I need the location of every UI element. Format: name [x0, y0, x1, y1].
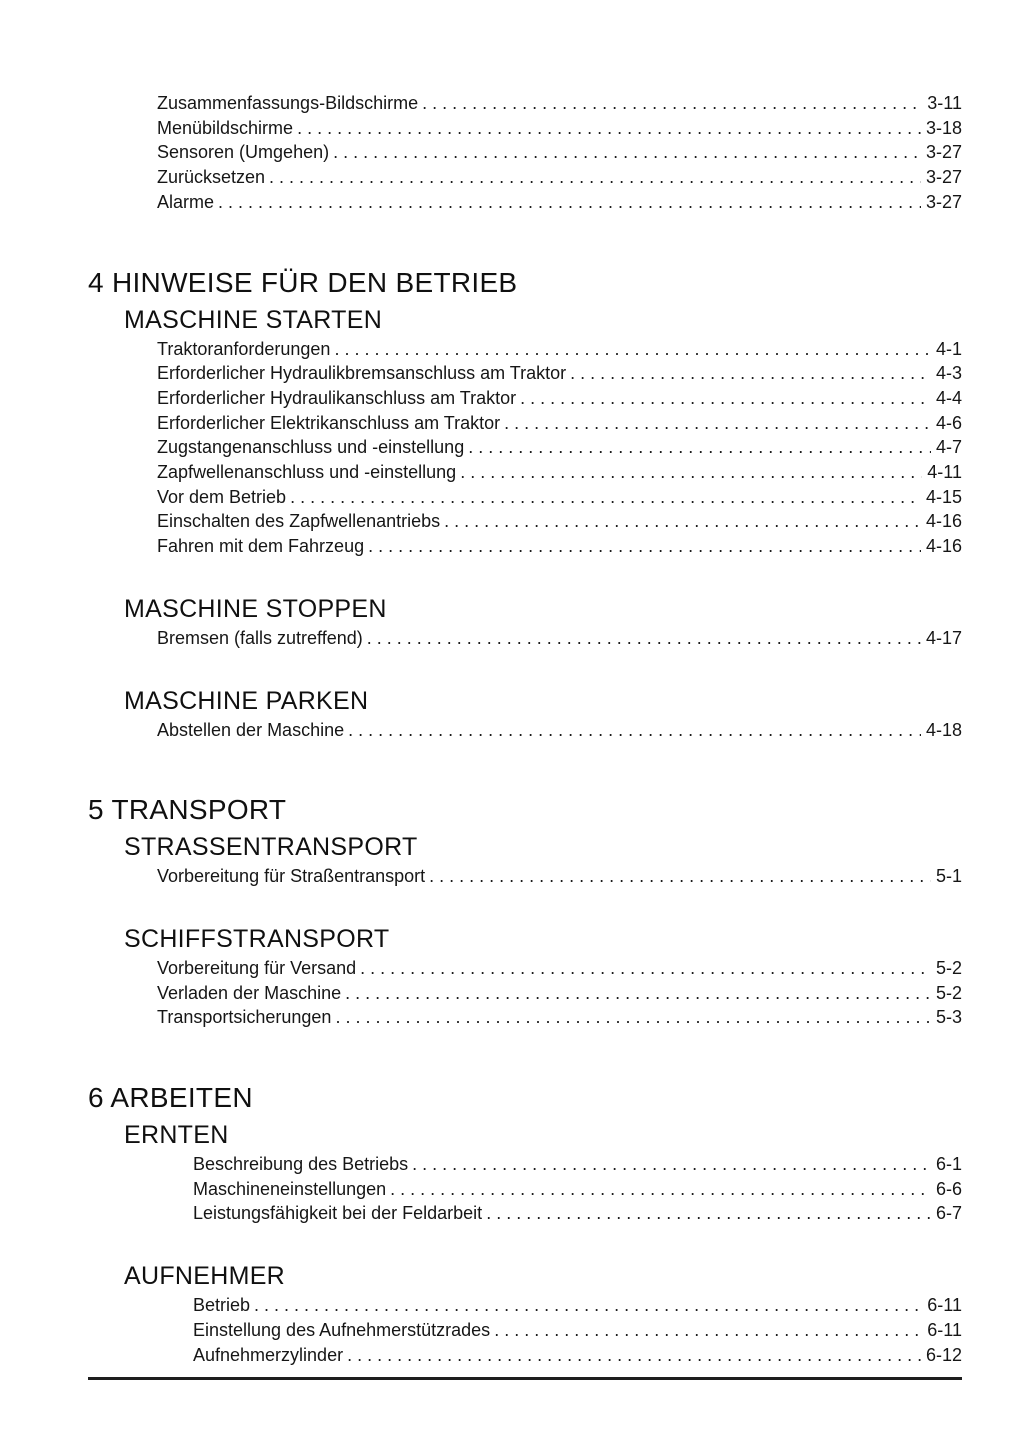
toc-entry-page: 6-11	[927, 1295, 962, 1316]
toc-entry-title: Beschreibung des Betriebs	[193, 1154, 409, 1175]
toc-entry-leader	[363, 626, 921, 651]
toc-entry-page: 3-27	[925, 142, 962, 163]
toc-entry	[157, 1005, 962, 1030]
toc-entry-leader	[500, 411, 931, 436]
toc-entry-title: Sensoren (Umgehen)	[157, 142, 330, 163]
toc-entry	[193, 1177, 962, 1202]
toc-entry-page: 4-1	[935, 338, 962, 359]
toc-entry-title: Transportsicherungen	[157, 1007, 332, 1028]
toc-entry-leader	[293, 116, 921, 141]
section-heading: ERNTEN	[124, 1121, 229, 1150]
toc-entry-page: 3-27	[925, 191, 962, 212]
toc-entry-page: 5-3	[935, 1007, 962, 1028]
toc-entry-leader	[286, 485, 921, 510]
section-entries	[193, 1152, 962, 1226]
toc-entry-leader	[330, 337, 931, 362]
toc-entry	[157, 361, 962, 386]
toc-entry	[193, 1343, 962, 1368]
section-block	[88, 1121, 962, 1226]
section-heading: MASCHINE STOPPEN	[124, 594, 387, 623]
toc-entry-page: 4-15	[925, 486, 962, 507]
toc-entry-page: 4-3	[935, 363, 962, 384]
toc-entry-leader	[331, 1005, 931, 1030]
toc-entry-page: 3-11	[927, 93, 962, 113]
section-entries	[193, 1293, 962, 1367]
toc-entry-page: 5-2	[935, 957, 962, 978]
toc-entry-title: Zusammenfassungs-Bildschirme	[157, 93, 419, 113]
chapter-block	[88, 794, 962, 1030]
toc-entry-title: Erforderlicher Hydraulikbremsanschluss am Traktor	[157, 363, 567, 384]
toc-entry	[157, 411, 962, 436]
toc-entry-title: Aufnehmerzylinder	[193, 1344, 344, 1365]
toc-entry-leader	[566, 361, 931, 386]
toc-entry-title: Zapfwellenanschluss und -einstellung	[157, 462, 457, 483]
section-block	[88, 595, 962, 651]
toc-entry-page: 4-16	[925, 511, 962, 532]
section-block	[88, 687, 962, 743]
toc-entry-page: 4-16	[925, 536, 962, 557]
toc-entry	[157, 956, 962, 981]
toc-entry-page: 6-6	[935, 1178, 962, 1199]
toc-entry	[157, 165, 962, 190]
toc-entry-leader	[386, 1177, 931, 1202]
toc-entry-leader	[344, 718, 921, 743]
toc-entry-title: Fahren mit dem Fahrzeug	[157, 536, 365, 557]
toc-entry-title: Leistungsfähigkeit bei der Feldarbeit	[193, 1203, 483, 1224]
toc-entry	[193, 1293, 962, 1318]
toc-entry-leader	[418, 91, 922, 116]
section-entries	[157, 718, 962, 743]
toc-entry-title: Traktoranforderungen	[157, 338, 331, 359]
toc-entry-leader	[425, 864, 931, 889]
toc-entry-title: Betrieb	[193, 1295, 251, 1316]
toc-entry	[157, 509, 962, 534]
toc-entry-title: Abstellen der Maschine	[157, 719, 345, 740]
chapter-heading: 4 HINWEISE FÜR DEN BETRIEB	[88, 266, 518, 298]
toc-entry-page: 4-4	[935, 387, 962, 408]
toc-entry	[157, 981, 962, 1006]
toc-entry-leader	[464, 435, 931, 460]
toc-entry-leader	[329, 140, 921, 165]
toc-entry	[193, 1152, 962, 1177]
toc-entry-leader	[440, 509, 921, 534]
section-entries	[157, 626, 962, 651]
section-heading: SCHIFFSTRANSPORT	[124, 924, 390, 953]
toc-entry-title: Verladen der Maschine	[157, 982, 342, 1003]
toc-entry-page: 6-12	[925, 1344, 962, 1365]
toc-entry-title: Zurücksetzen	[157, 167, 266, 188]
toc-entry-title: Erforderlicher Hydraulikanschluss am Traktor	[157, 387, 517, 408]
toc-entry-page: 4-7	[935, 437, 962, 458]
section-heading: AUFNEHMER	[124, 1262, 286, 1291]
toc-entry-leader	[490, 1318, 922, 1343]
toc-entry-title: Menübildschirme	[157, 117, 294, 138]
toc-entry-title: Erforderlicher Elektrikanschluss am Traktor	[157, 412, 501, 433]
toc-entry	[157, 337, 962, 362]
toc-entry-leader	[356, 956, 931, 981]
toc-entry-leader	[364, 534, 921, 559]
toc-entry-leader	[343, 1343, 921, 1368]
chapter-block	[88, 267, 962, 743]
toc-entry-page: 6-1	[935, 1154, 962, 1175]
toc-entry-page: 4-6	[935, 412, 962, 433]
toc-entry-page: 3-27	[925, 167, 962, 188]
toc-entry-page: 4-18	[925, 719, 962, 740]
toc-entry-leader	[250, 1293, 922, 1318]
toc-entry-title: Alarme	[157, 191, 215, 212]
toc-entry-page: 4-17	[925, 627, 962, 648]
toc-chapters	[88, 267, 962, 1368]
section-heading: MASCHINE PARKEN	[124, 686, 369, 715]
toc-entry-page: 6-7	[935, 1203, 962, 1224]
section-block	[88, 306, 962, 559]
toc-entry	[157, 626, 962, 651]
toc-entry-leader	[456, 460, 922, 485]
toc-entry-page: 6-11	[927, 1319, 962, 1340]
toc-entry-title: Einschalten des Zapfwellenantriebs	[157, 511, 441, 532]
toc-entry	[157, 116, 962, 141]
toc-entry	[157, 864, 962, 889]
toc-entry-leader	[482, 1201, 931, 1226]
toc-entry-title: Bremsen (falls zutreffend)	[157, 627, 363, 648]
toc-entry-page: 5-1	[935, 866, 962, 887]
chapter-heading: 6 ARBEITEN	[88, 1082, 253, 1114]
toc-entry	[157, 485, 962, 510]
toc-entry	[157, 534, 962, 559]
toc-entry	[157, 386, 962, 411]
toc-entry-title: Zugstangenanschluss und -einstellung	[157, 437, 465, 458]
section-block	[88, 833, 962, 889]
toc-entry	[193, 1318, 962, 1343]
toc-entry-page: 5-2	[935, 982, 962, 1003]
section-heading: STRASSENTRANSPORT	[124, 833, 418, 862]
toc-entry	[157, 460, 962, 485]
toc-entry-title: Vorbereitung für Versand	[157, 957, 357, 978]
toc-entry-leader	[265, 165, 921, 190]
section-heading: MASCHINE STARTEN	[124, 305, 383, 334]
section-entries	[157, 864, 962, 889]
toc-entry-leader	[341, 981, 931, 1006]
toc-entry	[157, 435, 962, 460]
toc-entry-title: Einstellung des Aufnehmerstützrades	[193, 1319, 491, 1340]
section-entries	[157, 956, 962, 1030]
toc-entry-page: 4-11	[927, 462, 962, 483]
toc-entry-page: 3-18	[925, 117, 962, 138]
toc-entry-leader	[516, 386, 931, 411]
section-entries	[157, 337, 962, 559]
chapter-heading: 5 TRANSPORT	[88, 794, 287, 826]
toc-entry-leader	[214, 190, 921, 215]
section-block	[88, 1262, 962, 1367]
toc-entry	[193, 1201, 962, 1226]
toc-entry	[157, 140, 962, 165]
toc-entry	[157, 718, 962, 743]
toc-entry-title: Maschineneinstellungen	[193, 1178, 387, 1199]
toc-entry-title: Vor dem Betrieb	[157, 486, 287, 507]
toc-continued-entries	[157, 91, 962, 215]
toc-entry	[157, 91, 962, 116]
section-block	[88, 925, 962, 1030]
toc-entry-title: Vorbereitung für Straßentransport	[157, 866, 426, 887]
toc-entry	[157, 190, 962, 215]
bottom-rule	[88, 1377, 962, 1380]
chapter-block	[88, 1082, 962, 1367]
toc-entry-leader	[408, 1152, 931, 1177]
